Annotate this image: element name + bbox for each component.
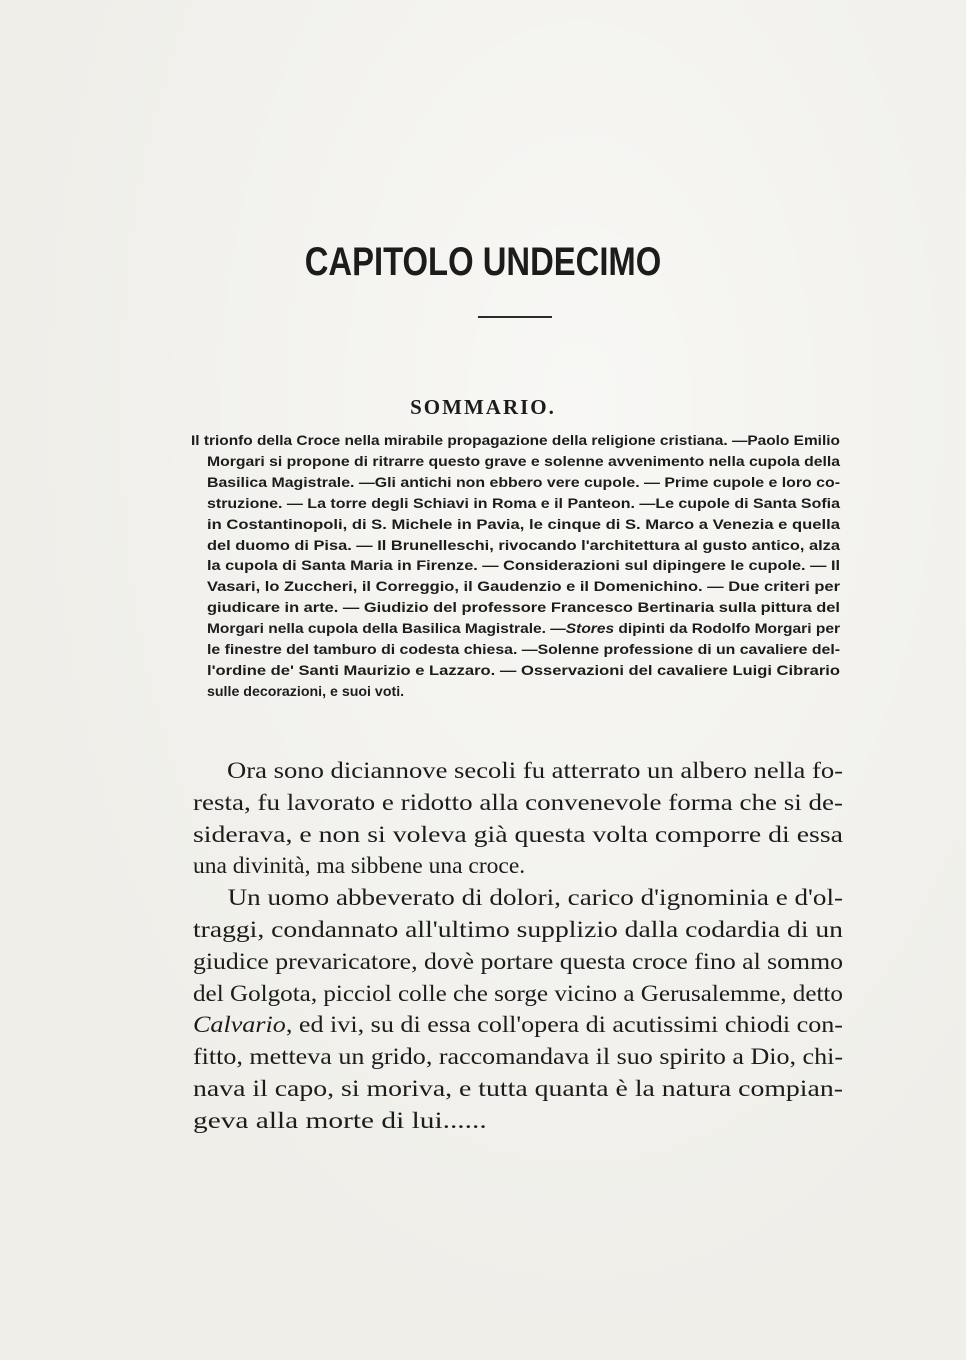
- body-line: [193, 1010, 843, 1042]
- summary-line: Il trionfo della Croce nella mirabile propagazione della religione cristiana. —Paolo Emilio: [191, 433, 840, 449]
- summary-line: Basilica Magistrale. —Gli antichi non ebbero vere cupole. — Prime cupole e loro co-: [207, 474, 841, 491]
- summary-heading: SOMMARIO.: [410, 395, 556, 419]
- body-line: una divinità, ma sibbene una croce.: [193, 853, 526, 880]
- body-line: nava il capo, si moriva, e tutta quanta è la natura compian-: [193, 1075, 843, 1102]
- summary-line-text: Morgari nella cupola della Basilica Magistrale. —: [207, 621, 566, 638]
- summary-line: l'ordine de' Santi Maurizio e Lazzaro. — Osservazioni del cavaliere Luigi Cibrario: [207, 662, 840, 679]
- summary-line: Vasari, lo Zuccheri, il Correggio, il Gaudenzio e il Domenichino. — Due criteri per: [207, 579, 841, 596]
- title-rule: [478, 316, 552, 318]
- summary-line: Morgari si propone di ritrarre questo grave e solenne avvenimento nella cupola della: [207, 453, 841, 470]
- body-line: giudice prevaricatore, dovè portare questa croce fino al sommo: [193, 948, 844, 975]
- summary-line: [207, 619, 840, 640]
- summary-line: del duomo di Pisa. — Il Brunelleschi, rivocando l'architettura al gusto antico, alza: [207, 537, 840, 554]
- body-line: resta, fu lavorato e ridotto alla convenevole forma che si de-: [193, 789, 843, 816]
- chapter-title: CAPITOLO UNDECIMO: [304, 240, 662, 284]
- body-line: Un uomo abbeverato di dolori, carico d'ignominia e d'ol-: [227, 885, 844, 912]
- body-line: siderava, e non si voleva già questa volta comporre di essa: [193, 821, 843, 848]
- summary-body: [191, 431, 841, 703]
- summary-line: sulle decorazioni, e suoi voti.: [207, 683, 405, 700]
- body-line: fitto, metteva un grido, raccomandava il suo spirito a Dio, chi-: [193, 1044, 843, 1071]
- summary-line: la cupola di Santa Maria in Firenze. — Considerazioni sul dipingere le cupole. — Il: [207, 558, 841, 575]
- summary-line: struzione. — La torre degli Schiavi in Roma e il Panteon. —Le cupole di Santa Sofia: [207, 495, 840, 512]
- summary-line: giudicare in arte. — Giudizio del professore Francesco Bertinaria sulla pittura del: [207, 600, 841, 617]
- summary-line: le finestre del tamburo di codesta chiesa. —Solenne professione di un cavaliere del-: [207, 642, 841, 659]
- body-line: traggi, condannato all'ultimo supplizio dalla codardia di un: [193, 916, 843, 943]
- body-line: del Golgota, picciol colle che sorge vicino a Gerusalemme, detto: [193, 980, 843, 1007]
- body-line: geva alla morte di lui......: [193, 1107, 487, 1134]
- body-line-text: , ed ivi, su di essa coll'opera di acutissimi chiodi con-: [285, 1012, 843, 1039]
- body-italic-calvario: Calvario: [193, 1012, 286, 1039]
- summary-line: in Costantinopoli, di S. Michele in Pavia, le cinque di S. Marco a Venezia e quella: [207, 516, 841, 533]
- summary-italic-stores: Stores: [565, 621, 615, 638]
- body-text: [193, 756, 843, 1138]
- summary-line-text: dipinti da Rodolfo Morgari per: [614, 621, 840, 638]
- body-line: Ora sono diciannove secoli fu atterrato un albero nella fo-: [226, 758, 844, 784]
